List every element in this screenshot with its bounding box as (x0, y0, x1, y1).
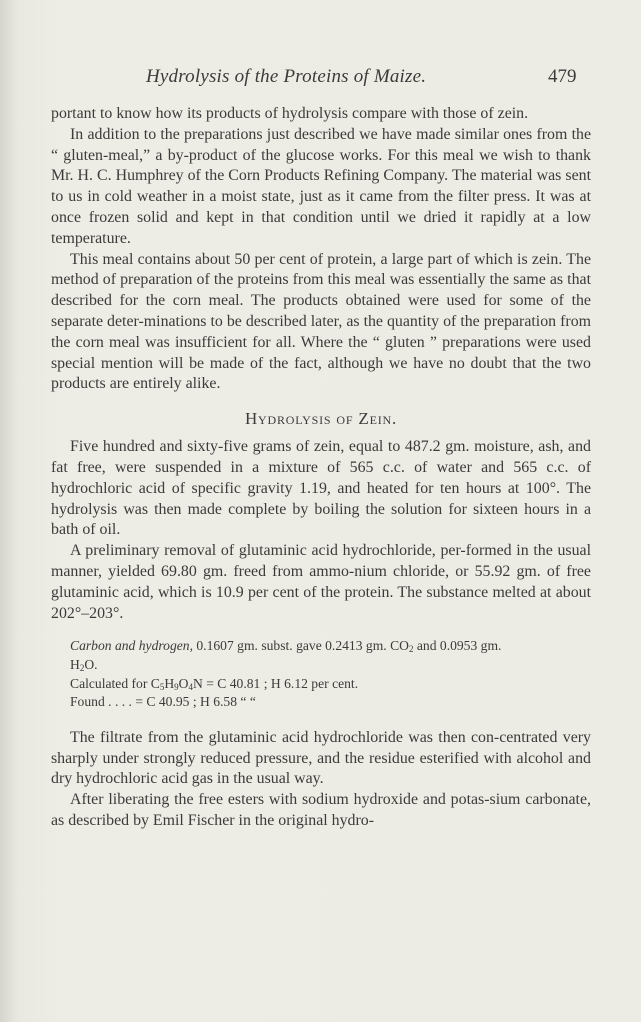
running-title: Hydrolysis of the Proteins of Maize. (146, 66, 427, 87)
paragraph-3: This meal contains about 50 per cent of protein, a large part of which is zein. The method of preparation of the proteins from this meal was essentially the same as that described for the corn meal. The products obtained were used for some of the separate deter-minations to be described later, as the quantity of the preparation from the corn meal was insufficient for all. Where the “ gluten ” preparations were used special mention will be made of the fact, although we have no doubt that the two products are entirely alike. (51, 250, 591, 393)
h-subscript: 9 (174, 681, 179, 692)
h2o-subscript: 2 (79, 662, 85, 673)
calc-label: Calculated for C (70, 675, 160, 691)
analysis-line1-tail: and 0.0953 gm. (413, 638, 502, 654)
paragraph-1: portant to know how its products of hydrolysis compare with those of zein. (51, 105, 529, 122)
analysis-line-2 (51, 656, 591, 675)
page-number: 479 (548, 66, 577, 87)
h2o-o: O. (84, 656, 98, 672)
page-body (51, 104, 591, 832)
paragraph-2: In addition to the preparations just described we have made similar ones from the “ gluten-meal,” a by-product of the glucose works. For this meal we wish to thank Mr. H. C. Humphrey of the Corn Products Refining Company. The material was sent to us in cold weather in a moist state, just as it came from the filter press. It was at once frozen solid and kept in that condition until we dried it rapidly at a low temperature. (51, 125, 591, 247)
section-heading: Hydrolysis of Zein. (244, 409, 398, 429)
co2-subscript: 2 (408, 644, 414, 655)
paragraph-6: The filtrate from the glutaminic acid hydrochloride was then con-centrated very sharply under strongly reduced pressure, and the residue esterified with alcohol and dry hydrochloric acid gas in the usual way. (51, 728, 591, 788)
analysis-found: Found . . . . = C 40.95 ; H 6.58 “ “ (70, 694, 256, 710)
o-element: O (178, 675, 189, 691)
c-subscript: 5 (159, 681, 165, 692)
paragraph-4: Five hundred and sixty-five grams of zein, equal to 487.2 gm. moisture, ash, and fat free, were suspended in a mixture of 565 c.c. of water and 565 c.c. of hydrochloric acid of specific gravity 1.19, and heated for ten hours at 100°. The hydrolysis was then made complete by boiling the solution for sixteen hours in a bath of oil. (51, 438, 591, 539)
analysis-line1-text: 0.1607 gm. subst. gave 0.2413 gm. CO (192, 638, 409, 654)
analysis-calculated (51, 675, 591, 694)
h-element: H (164, 675, 175, 691)
h2o-h: H (70, 656, 80, 672)
analysis-line-1 (51, 637, 591, 656)
paragraph-7: After liberating the free esters with sodium hydroxide and potas-sium carbonate, as described by Emil Fischer in the original hydro- (51, 791, 591, 829)
page-header (0, 66, 641, 96)
calc-tail: N = C 40.81 ; H 6.12 per cent. (193, 675, 359, 691)
paragraph-5: A preliminary removal of glutaminic acid hydrochloride, per-formed in the usual manner, yielded 69.80 gm. freed from ammo-nium chloride, or 55.92 gm. of free glutaminic acid, which is 10.9 per cent of the protein. The substance melted at about 202°–203°. (51, 542, 591, 622)
o-subscript: 4 (188, 681, 193, 692)
elemental-analysis (51, 637, 591, 711)
analysis-label: Carbon and hydrogen, (70, 638, 193, 654)
